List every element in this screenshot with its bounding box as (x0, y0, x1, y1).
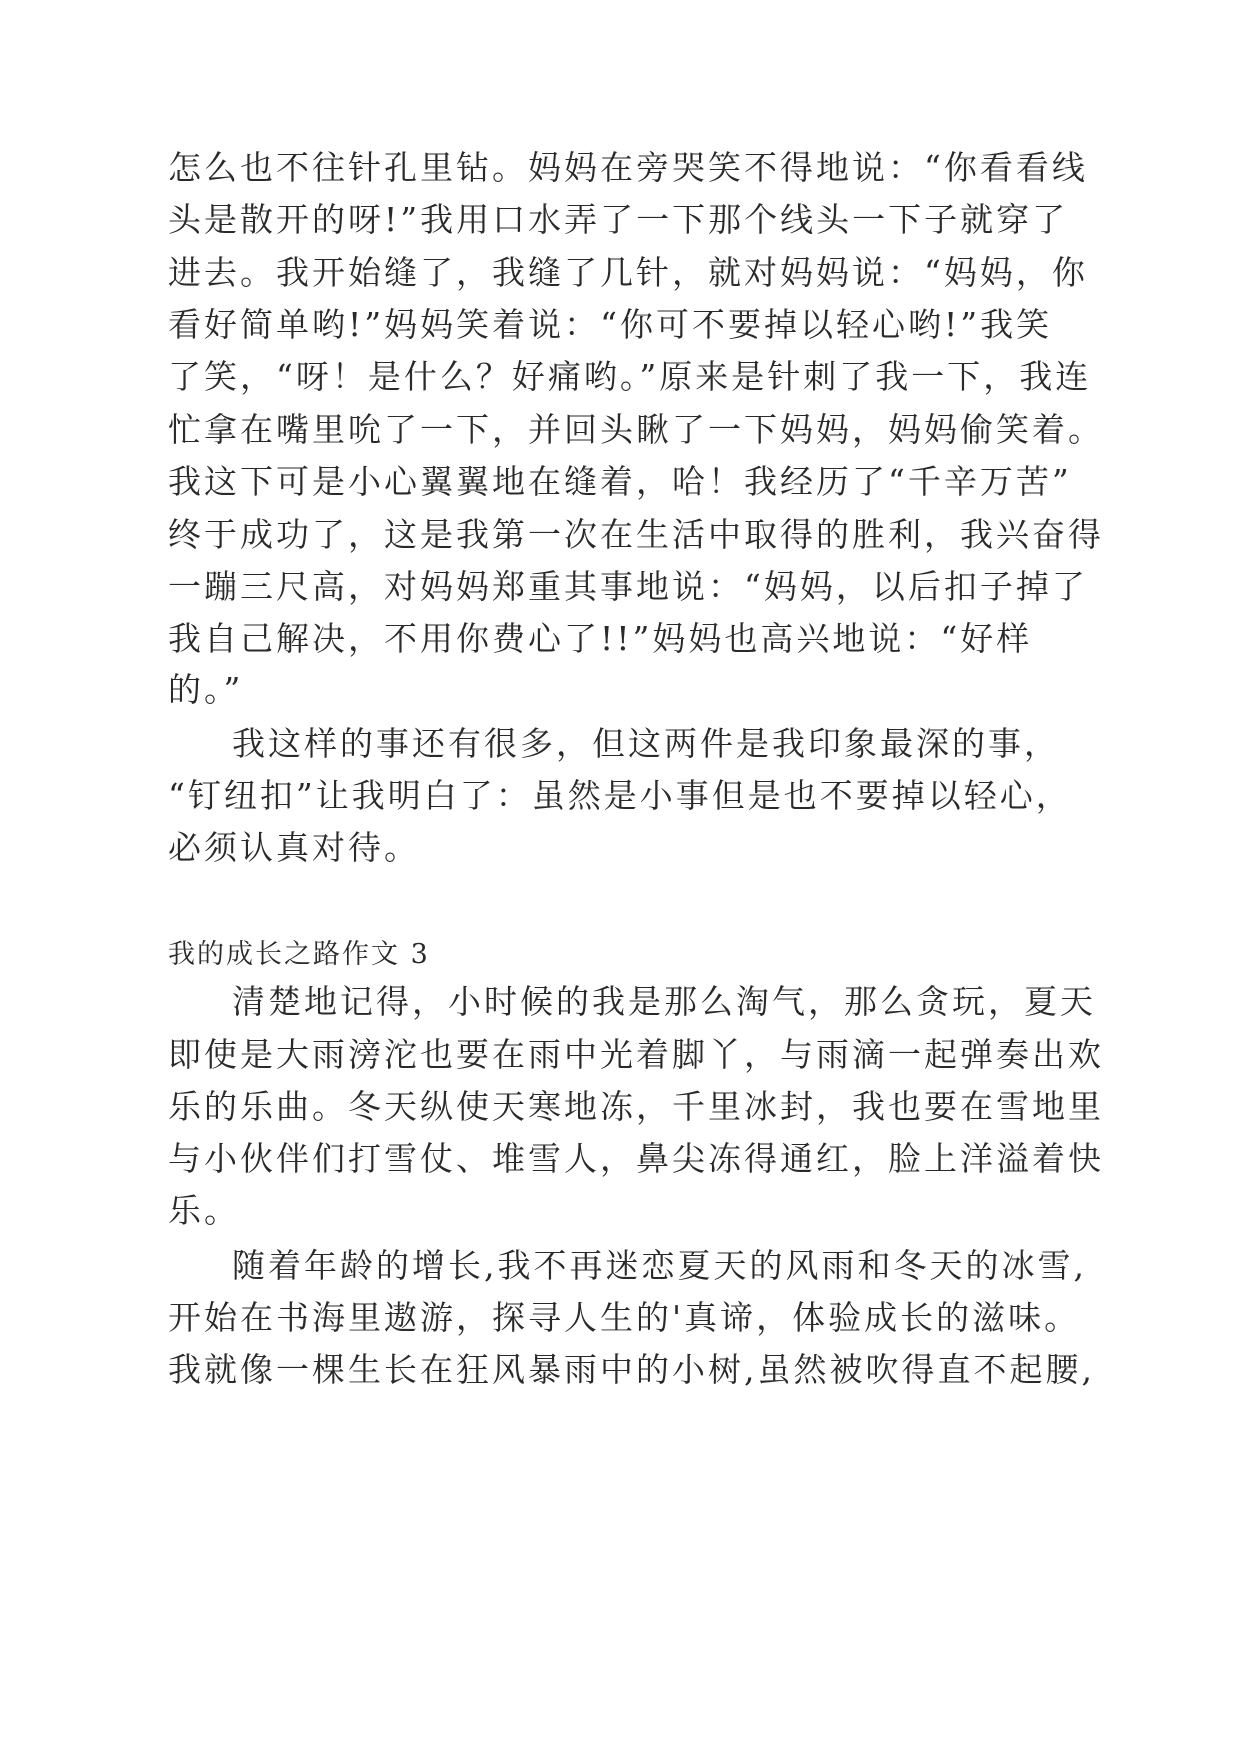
text-line: 与小伙伴们打雪仗、堆雪人，鼻尖冻得通红，脸上洋溢着快 (168, 1139, 1104, 1178)
text-line: “钉纽扣”让我明白了：虽然是小事但是也不要掉以轻心， (168, 776, 1072, 815)
text-line: 头是散开的呀!”我用口水弄了一下那个线头一下子就穿了 (168, 200, 1069, 239)
text-line: 怎么也不往针孔里钻。妈妈在旁哭笑不得地说：“你看看线 (168, 148, 1088, 187)
text-line: 开始在书海里遨游，探寻人生的'真谛，体验成长的滋味。 (168, 1298, 1081, 1337)
section-title: 我的成长之路作文 3 (168, 939, 430, 970)
text-line: 随着年龄的增长,我不再迷恋夏天的风雨和冬天的冰雪, (232, 1246, 1087, 1285)
text-line: 必须认真对待。 (168, 828, 420, 867)
text-line: 清楚地记得，小时候的我是那么淘气，那么贪玩，夏天 (232, 982, 1096, 1021)
text-line: 乐的乐曲。冬天纵使天寒地冻，千里冰封，我也要在雪地里 (168, 1087, 1104, 1126)
text-line: 了笑，“呀！是什么？好痛哟。”原来是针刺了我一下，我连 (168, 357, 1092, 396)
text-line: 我自己解决，不用你费心了!!”妈妈也高兴地说：“好样 (168, 619, 1033, 658)
text-line: 一蹦三尺高，对妈妈郑重其事地说：“妈妈，以后扣子掉了 (168, 567, 1088, 606)
text-line: 的。” (168, 670, 244, 709)
text-line: 即使是大雨滂沱也要在雨中光着脚丫，与雨滴一起弹奏出欢 (168, 1035, 1104, 1074)
text-line: 终于成功了，这是我第一次在生活中取得的胜利，我兴奋得 (168, 515, 1104, 554)
text-line: 我就像一棵生长在狂风暴雨中的小树,虽然被吹得直不起腰, (168, 1350, 1095, 1389)
text-line: 忙拿在嘴里吮了一下，并回头瞅了一下妈妈，妈妈偷笑着。 (168, 410, 1104, 449)
text-line: 我这下可是小心翼翼地在缝着，哈！我经历了“千辛万苦” (168, 462, 1072, 501)
text-line: 乐。 (168, 1191, 240, 1230)
text-line: 进去。我开始缝了，我缝了几针，就对妈妈说：“妈妈，你 (168, 253, 1088, 292)
text-line: 我这样的事还有很多，但这两件是我印象最深的事， (232, 724, 1060, 763)
text-line: 看好简单哟!”妈妈笑着说：“你可不要掉以轻心哟!”我笑 (168, 305, 1053, 344)
